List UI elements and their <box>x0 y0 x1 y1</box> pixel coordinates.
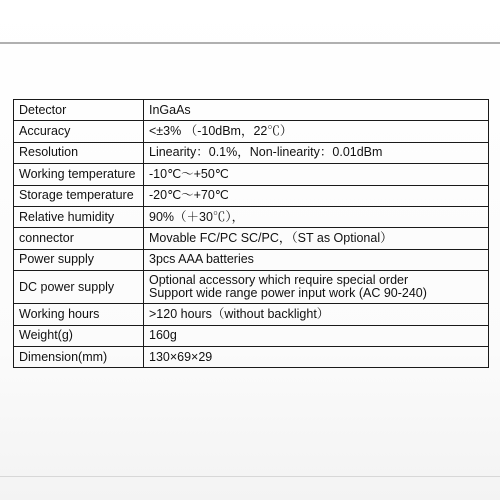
spec-value-line: InGaAs <box>149 102 191 117</box>
spec-row-weight <box>14 325 489 346</box>
spec-value-line: 90%（＋30℃）， <box>149 209 245 224</box>
spec-value-line: 3pcs AAA batteries <box>149 252 254 267</box>
spec-label: Detector <box>14 100 144 121</box>
spec-row-working-temperature <box>14 164 489 185</box>
spec-value-line: 160g <box>149 328 177 343</box>
spec-label: Relative humidity <box>14 206 144 227</box>
spec-value-line: -20℃～+70℃ <box>149 188 229 203</box>
spec-row-working-hours <box>14 304 489 325</box>
spec-value <box>144 121 489 142</box>
spec-label: DC power supply <box>14 271 144 304</box>
spec-value <box>144 304 489 325</box>
spec-value-line: 130×69×29 <box>149 349 213 364</box>
spec-value <box>144 100 489 121</box>
spec-value <box>144 142 489 163</box>
spec-row-connector <box>14 228 489 249</box>
paper-bottom-edge <box>0 476 500 477</box>
spec-label: Power supply <box>14 249 144 270</box>
spec-label: connector <box>14 228 144 249</box>
spec-row-power-supply <box>14 249 489 270</box>
spec-value <box>144 228 489 249</box>
spec-value-line: <±3% （-10dBm，22℃） <box>149 124 293 139</box>
spec-row-dc-power-supply <box>14 271 489 304</box>
spec-row-resolution <box>14 142 489 163</box>
spec-value-line: Movable FC/PC SC/PC，（ST as Optional） <box>149 230 393 245</box>
spec-value-line: Optional accessory which require special order <box>149 273 409 287</box>
spec-value-line: -10℃～+50℃ <box>149 166 229 181</box>
specifications-table <box>13 99 489 368</box>
spec-value <box>144 249 489 270</box>
spec-row-detector <box>14 100 489 121</box>
spec-value <box>144 271 489 304</box>
paper-top-edge <box>0 42 500 44</box>
spec-label: Dimension(mm) <box>14 346 144 367</box>
spec-value-line: Support wide range power input work (AC 90-240) <box>149 286 427 301</box>
spec-row-accuracy <box>14 121 489 142</box>
spec-value <box>144 346 489 367</box>
spec-label: Working temperature <box>14 164 144 185</box>
spec-label: Accuracy <box>14 121 144 142</box>
spec-value <box>144 185 489 206</box>
spec-value <box>144 164 489 185</box>
spec-row-relative-humidity <box>14 206 489 227</box>
spec-label: Working hours <box>14 304 144 325</box>
spec-value <box>144 206 489 227</box>
spec-label: Weight(g) <box>14 325 144 346</box>
spec-value <box>144 325 489 346</box>
spec-label: Resolution <box>14 142 144 163</box>
spec-label: Storage temperature <box>14 185 144 206</box>
spec-row-storage-temperature <box>14 185 489 206</box>
spec-row-dimension <box>14 346 489 367</box>
spec-value-line: Linearity：0.1%，Non-linearity：0.01dBm <box>149 145 383 160</box>
spec-value-line: >120 hours（without backlight） <box>149 306 330 321</box>
